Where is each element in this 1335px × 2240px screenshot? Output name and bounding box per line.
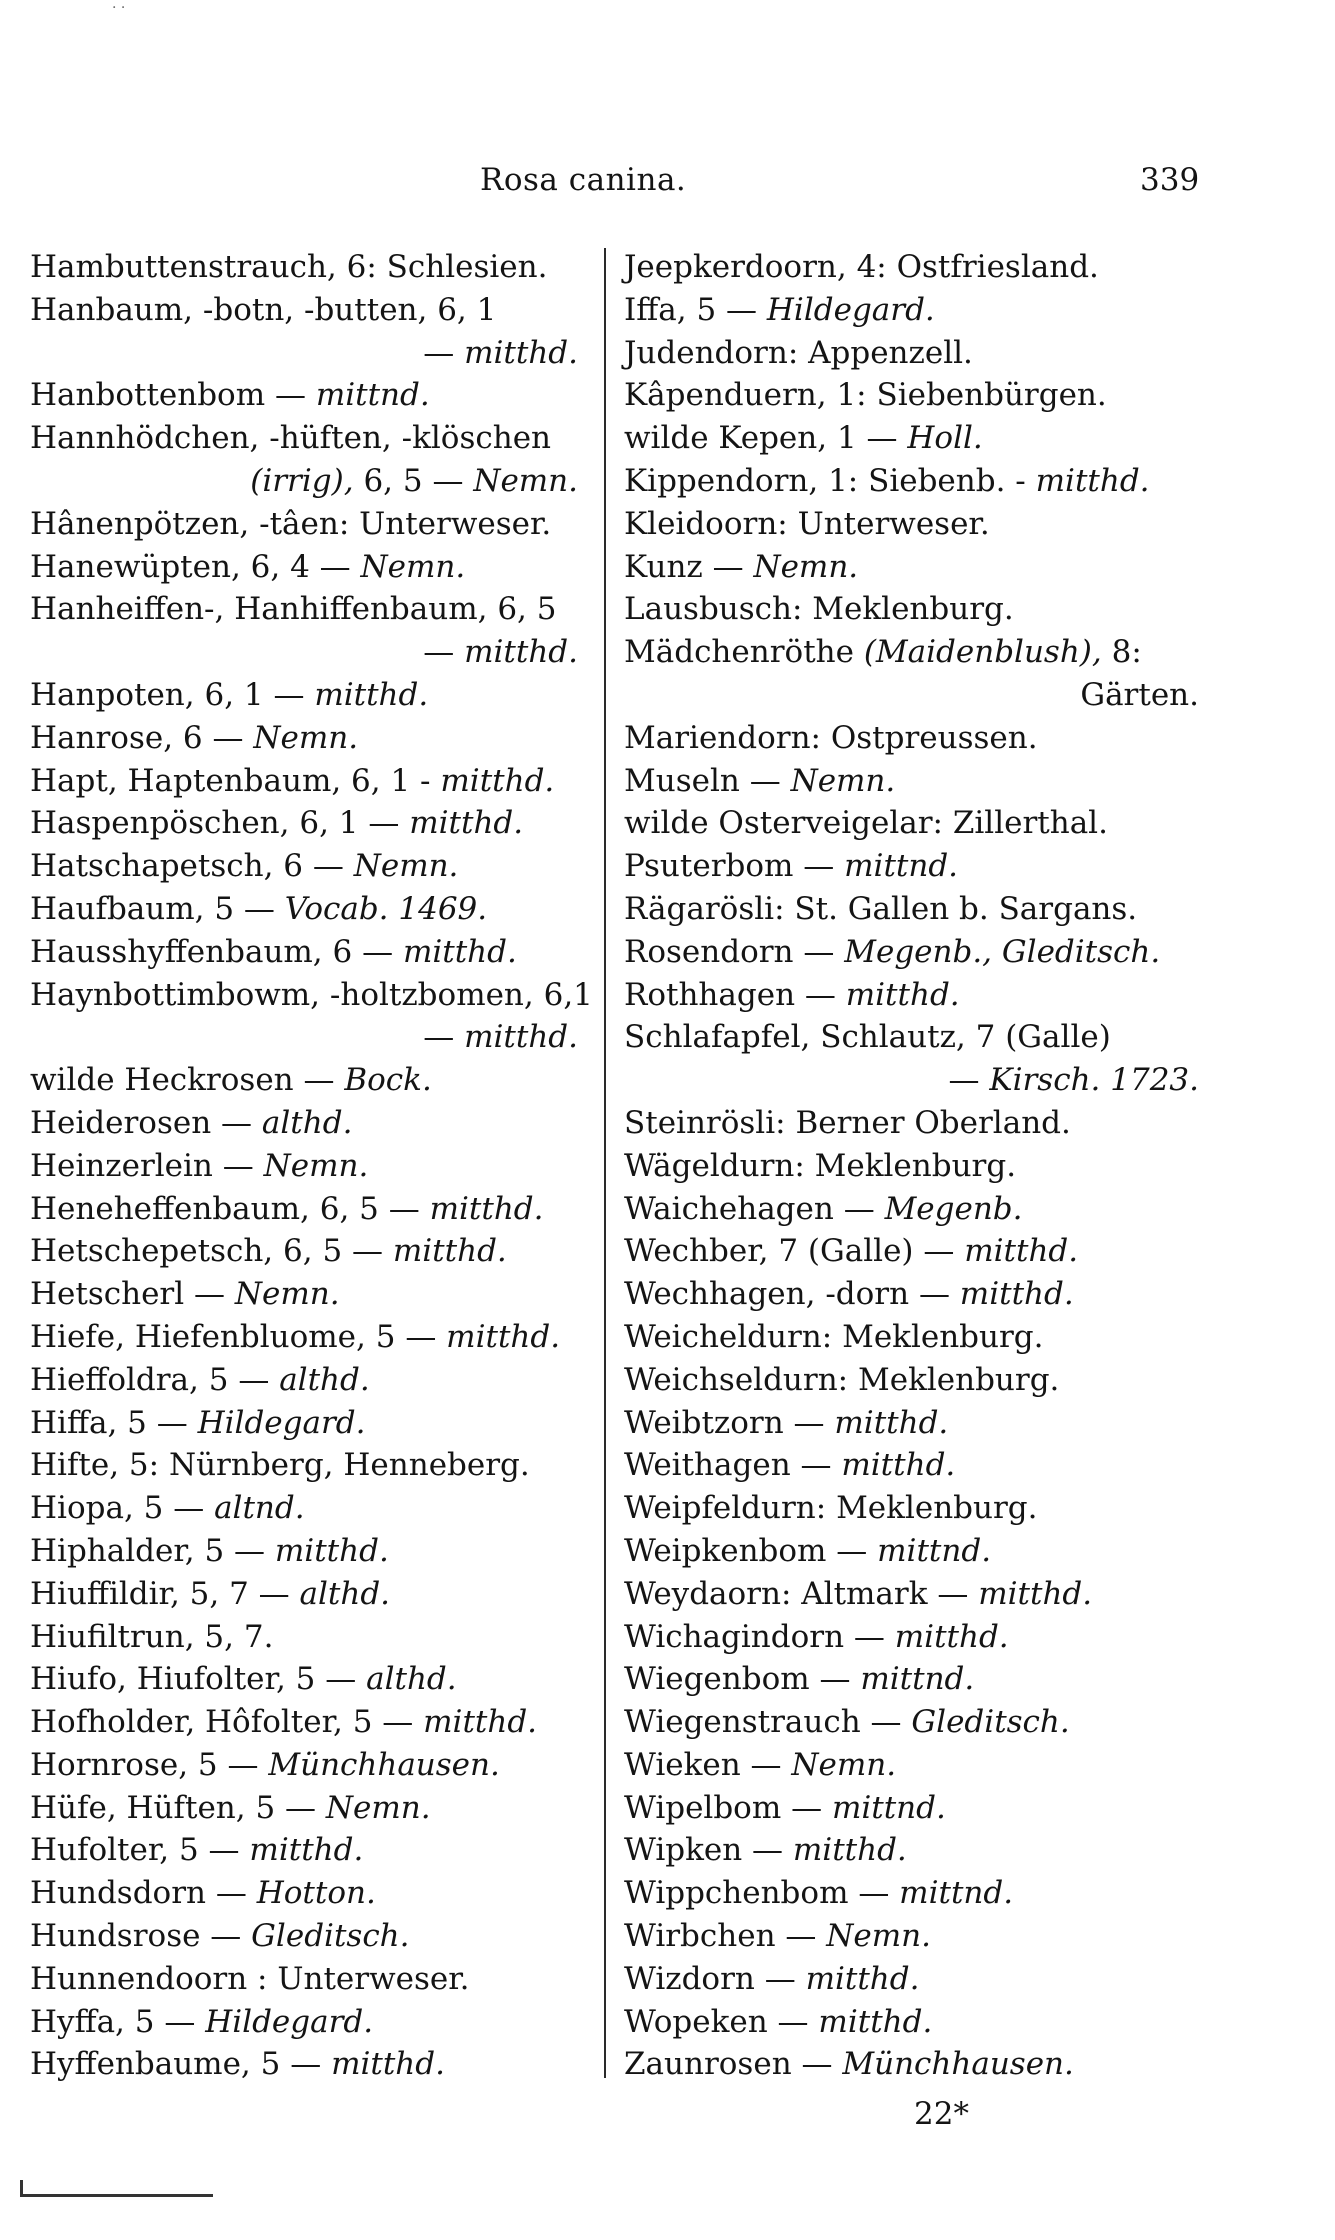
source-citation: Hildegard.: [197, 1404, 366, 1441]
source-citation: Megenb.,: [844, 933, 993, 970]
entry-text: Hanpoten, 6, 1 —: [30, 676, 315, 713]
entry-text: Heneheffenbaum, 6, 5 —: [30, 1190, 430, 1227]
entry-text: Schlafapfel, Schlautz, 7 (Galle): [624, 1019, 1111, 1056]
source-citation: mitthd.: [964, 1233, 1079, 1270]
entry-text: Hatschapetsch, 6 —: [30, 848, 354, 885]
entry-text: Wägeldurn: Meklenburg.: [624, 1147, 1017, 1184]
entry-text: Hanewüpten, 6, 4 —: [30, 548, 361, 585]
entry-text: wilde Heckrosen —: [30, 1062, 345, 1099]
entry-text: Hundsdorn —: [30, 1875, 257, 1912]
dictionary-line: [624, 1744, 1244, 1787]
entry-text: Hanheiffen-, Hanhiffenbaum, 6, 5: [30, 591, 557, 628]
entry-text: Hufolter, 5 —: [30, 1832, 250, 1869]
source-citation: mitthd.: [392, 1233, 507, 1270]
source-citation: mitthd.: [402, 933, 517, 970]
entry-text: Hofholder, Hôfolter, 5 —: [30, 1704, 424, 1741]
dictionary-line: [30, 1316, 610, 1359]
dictionary-line: [30, 1616, 610, 1659]
dictionary-line: [30, 1829, 610, 1872]
entry-text: wilde Osterveigelar: Zillerthal.: [624, 805, 1108, 842]
dictionary-line: [624, 1616, 1244, 1659]
dictionary-line: [30, 888, 610, 931]
dictionary-line: [30, 1573, 610, 1616]
ink-smudge-mark: · ·: [112, 0, 126, 16]
entry-text: Hiufiltrun, 5, 7.: [30, 1618, 274, 1655]
dictionary-line: [624, 1872, 1244, 1915]
entry-text: Hapt, Haptenbaum, 6, 1 -: [30, 762, 441, 799]
source-citation: mitthd.: [978, 1575, 1093, 1612]
entry-text: Kâpenduern, 1: Siebenbürgen.: [624, 377, 1107, 414]
source-citation: Gleditsch.: [1001, 933, 1161, 970]
dictionary-line: [30, 674, 610, 717]
dictionary-line: [624, 931, 1244, 974]
source-citation: (Maidenblush),: [863, 634, 1102, 671]
dictionary-line: [30, 1915, 610, 1958]
source-citation: Gleditsch.: [911, 1704, 1070, 1741]
entry-text: Hiuffildir, 5, 7 —: [30, 1575, 300, 1612]
dictionary-line: [624, 546, 1244, 589]
dictionary-line: [30, 1958, 610, 2001]
source-citation: mittnd.: [315, 377, 430, 414]
entry-text: Hyffa, 5 —: [30, 2003, 206, 2040]
running-header-title: Rosa canina.: [480, 162, 687, 198]
dictionary-line: [624, 1230, 1244, 1273]
dictionary-line: [30, 1359, 610, 1402]
source-citation: mittnd.: [860, 1661, 975, 1698]
entry-text: Weibtzorn —: [624, 1404, 835, 1441]
dictionary-line: [624, 1958, 1244, 2001]
entry-text: Jeepkerdoorn, 4: Ostfriesland.: [624, 249, 1099, 285]
source-citation: Nemn.: [791, 1746, 897, 1783]
source-citation: mitthd.: [249, 1832, 364, 1869]
dictionary-line: [30, 460, 578, 503]
entry-text: Wippchenbom —: [624, 1875, 900, 1912]
source-citation: mitthd.: [429, 1190, 544, 1227]
source-citation: mitthd.: [841, 1447, 956, 1484]
entry-text: Rothhagen —: [624, 976, 846, 1013]
dictionary-line: [624, 631, 1244, 674]
entry-text: Wechhagen, -dorn —: [624, 1276, 960, 1313]
dictionary-line: [30, 1273, 610, 1316]
dictionary-line: [30, 374, 610, 417]
entry-text: Weipfeldurn: Meklenburg.: [624, 1490, 1038, 1527]
entry-text: Heinzerlein —: [30, 1147, 264, 1184]
source-citation: mitthd.: [464, 334, 578, 371]
dictionary-line: [30, 289, 610, 332]
dictionary-line: [624, 289, 1244, 332]
entry-tail-text: 8:: [1101, 634, 1142, 671]
entry-text: Wizdorn —: [624, 1960, 806, 1997]
entry-text: Wirbchen —: [624, 1918, 827, 1955]
dictionary-line: [30, 1787, 610, 1830]
dictionary-line: [30, 1487, 610, 1530]
source-citation: mitthd.: [423, 1704, 538, 1741]
dictionary-line: [30, 503, 610, 546]
dictionary-line: [30, 417, 610, 460]
dictionary-line: [624, 1359, 1244, 1402]
dictionary-line: [30, 1059, 610, 1102]
entry-text: Kippendorn, 1: Siebenb. -: [624, 462, 1036, 499]
dictionary-line: [30, 1444, 610, 1487]
dictionary-line: [30, 931, 610, 974]
dictionary-line: [30, 2043, 610, 2086]
entry-text: Hiefe, Hiefenbluome, 5 —: [30, 1318, 447, 1355]
dictionary-line: [624, 1402, 1244, 1445]
source-citation: Hildegard.: [766, 291, 935, 328]
source-citation: mitthd.: [409, 805, 524, 842]
entry-text: Museln —: [624, 762, 791, 799]
source-citation: mitthd.: [464, 634, 578, 671]
source-citation: Nemn.: [473, 462, 578, 499]
dictionary-line: [624, 1188, 1244, 1231]
dictionary-line: [624, 1530, 1244, 1573]
entry-text: wilde Kepen, 1 —: [624, 420, 908, 457]
source-citation: mitthd.: [446, 1318, 561, 1355]
signature-mark: 22*: [914, 2096, 969, 2132]
entry-text: Kunz —: [624, 548, 754, 585]
source-citation: Nemn.: [234, 1276, 340, 1313]
dictionary-line: [30, 332, 578, 375]
dictionary-line: [624, 1829, 1244, 1872]
source-citation: Hildegard.: [205, 2003, 374, 2040]
right-column: [624, 246, 1244, 2086]
dictionary-line: [30, 717, 610, 760]
entry-text: Wieken —: [624, 1746, 792, 1783]
dictionary-line: [30, 546, 610, 589]
dictionary-line: [30, 1016, 578, 1059]
source-citation: Hotton.: [256, 1875, 376, 1912]
source-citation: mittnd.: [877, 1532, 992, 1569]
dictionary-line: [30, 974, 610, 1017]
source-citation: mitthd.: [792, 1832, 907, 1869]
source-citation: mittnd.: [899, 1875, 1014, 1912]
source-citation: Bock.: [344, 1062, 432, 1099]
entry-text: Hunnendoorn : Unterweser.: [30, 1960, 470, 1997]
source-citation: Nemn.: [790, 762, 896, 799]
source-citation: Nemn.: [263, 1147, 369, 1184]
source-citation: Kirsch. 1723.: [989, 1062, 1199, 1099]
dictionary-line: [30, 1530, 610, 1573]
dictionary-line: [624, 1102, 1244, 1145]
entry-text: Weicheldurn: Meklenburg.: [624, 1318, 1044, 1355]
entry-text: Weithagen —: [624, 1447, 842, 1484]
source-citation: (irrig),: [250, 462, 354, 499]
entry-text: Hânenpötzen, -tâen: Unterweser.: [30, 505, 552, 542]
entry-text: Hetscherl —: [30, 1276, 235, 1313]
entry-text: Kleidoorn: Unterweser.: [624, 505, 990, 542]
dictionary-line: [30, 1402, 610, 1445]
source-citation: althd.: [299, 1575, 391, 1612]
dictionary-line: [624, 1487, 1244, 1530]
dictionary-line: [624, 246, 1244, 289]
source-citation: althd.: [366, 1661, 457, 1698]
source-citation: mitthd.: [274, 1532, 389, 1569]
dictionary-line: [624, 1016, 1244, 1059]
dictionary-line: [30, 2001, 610, 2044]
entry-text: Mädchenröthe: [624, 634, 864, 671]
column-divider: [604, 248, 606, 2078]
source-citation: mittnd.: [844, 848, 959, 885]
dictionary-line: [624, 588, 1244, 631]
entry-text: —: [423, 1019, 465, 1056]
dictionary-line: [30, 631, 578, 674]
source-citation: Nemn.: [360, 548, 466, 585]
entry-text: Lausbusch: Meklenburg.: [624, 591, 1014, 628]
entry-text: Mariendorn: Ostpreussen.: [624, 719, 1038, 756]
source-citation: mitthd.: [1035, 462, 1150, 499]
dictionary-line: [624, 888, 1244, 931]
source-citation: mitthd.: [818, 2003, 933, 2040]
entry-text: Waichehagen —: [624, 1190, 885, 1227]
dictionary-line: [624, 1059, 1199, 1102]
entry-text: Hyffenbaume, 5 —: [30, 2046, 332, 2083]
source-citation: Nemn.: [253, 719, 359, 756]
dictionary-line: [624, 460, 1244, 503]
entry-text: Hifte, 5: Nürnberg, Henneberg.: [30, 1447, 530, 1484]
entry-text: Weipkenbom —: [624, 1532, 878, 1569]
dictionary-line: [30, 1658, 610, 1701]
dictionary-line: [624, 1787, 1244, 1830]
source-citation: Münchhausen.: [268, 1746, 500, 1783]
source-citation: mitthd.: [959, 1276, 1074, 1313]
source-citation: Nemn.: [353, 848, 459, 885]
entry-text: Gärten.: [1080, 676, 1199, 713]
source-citation: mitthd.: [440, 762, 555, 799]
dictionary-line: [30, 1188, 610, 1231]
source-citation: Holl.: [907, 420, 983, 457]
dictionary-line: [30, 246, 610, 289]
entry-text: Hundsrose —: [30, 1918, 252, 1955]
entry-tail-text: 6, 5 —: [353, 462, 474, 499]
dictionary-line: [30, 588, 610, 631]
dictionary-line: [624, 2043, 1244, 2086]
entry-text: Hetschepetsch, 6, 5 —: [30, 1233, 393, 1270]
source-citation: mitthd.: [331, 2046, 445, 2083]
source-citation: mitthd.: [805, 1960, 920, 1997]
entry-text: Wichagindorn —: [624, 1618, 895, 1655]
entry-text: Hanrose, 6 —: [30, 719, 254, 756]
dictionary-line: [624, 2001, 1244, 2044]
dictionary-line: [624, 802, 1244, 845]
source-citation: althd.: [279, 1361, 370, 1398]
dictionary-line: [624, 332, 1244, 375]
dictionary-line: [30, 1872, 610, 1915]
entry-text: Judendorn: Appenzell.: [624, 334, 973, 371]
source-citation: Nemn.: [753, 548, 859, 585]
dictionary-line: [624, 760, 1244, 803]
entry-text: Wechber, 7 (Galle) —: [624, 1233, 965, 1270]
entry-text: Wopeken —: [624, 2003, 819, 2040]
entry-text: Hüfe, Hüften, 5 —: [30, 1789, 326, 1826]
entry-text: —: [948, 1062, 990, 1099]
dictionary-line: [624, 1316, 1244, 1359]
source-citation: althd.: [261, 1104, 353, 1141]
corner-crop-mark: [20, 2180, 213, 2197]
dictionary-line: [624, 974, 1244, 1017]
entry-text: Hornrose, 5 —: [30, 1746, 269, 1783]
dictionary-line: [30, 760, 610, 803]
entry-text: Hiffa, 5 —: [30, 1404, 198, 1441]
dictionary-line: [624, 1444, 1244, 1487]
source-citation: Münchhausen.: [842, 2046, 1074, 2083]
left-column: [30, 246, 610, 2086]
entry-text: Wipelbom —: [624, 1789, 832, 1826]
source-citation: mittnd.: [831, 1789, 946, 1826]
dictionary-line: [30, 845, 610, 888]
entry-text: Rosendorn —: [624, 933, 845, 970]
dictionary-line: [30, 1744, 610, 1787]
dictionary-line: [30, 1102, 610, 1145]
dictionary-line: [624, 1915, 1244, 1958]
dictionary-line: [624, 1658, 1244, 1701]
entry-text: Hannhödchen, -hüften, -klöschen: [30, 420, 552, 457]
entry-text: Weydaorn: Altmark —: [624, 1575, 979, 1612]
entry-text: Hieffoldra, 5 —: [30, 1361, 280, 1398]
dictionary-line: [624, 1573, 1244, 1616]
source-citation: mitthd.: [845, 976, 960, 1013]
source-citation: Gleditsch.: [251, 1918, 410, 1955]
source-citation: Nemn.: [325, 1789, 431, 1826]
dictionary-line: [30, 1230, 610, 1273]
dictionary-line: [624, 717, 1244, 760]
dictionary-line: [30, 1701, 610, 1744]
dictionary-line: [624, 1145, 1244, 1188]
source-citation: mitthd.: [894, 1618, 1009, 1655]
entry-text: Haufbaum, 5 —: [30, 890, 285, 927]
entry-text: Zaunrosen —: [624, 2046, 843, 2083]
source-citation: Megenb.: [884, 1190, 1023, 1227]
dictionary-line: [624, 503, 1244, 546]
entry-text: Hiopa, 5 —: [30, 1490, 215, 1527]
entry-text: Hanbaum, -botn, -butten, 6, 1: [30, 291, 497, 328]
source-citation: Vocab. 1469.: [284, 890, 488, 927]
source-citation: Nemn.: [826, 1918, 931, 1955]
source-citation: mitthd.: [464, 1019, 578, 1056]
entry-text: Hiufo, Hiufolter, 5 —: [30, 1661, 367, 1698]
dictionary-line: [624, 1273, 1244, 1316]
entry-text: Heiderosen —: [30, 1104, 262, 1141]
entry-text: Wipken —: [624, 1832, 793, 1869]
entry-text: Rägarösli: St. Gallen b. Sargans.: [624, 890, 1138, 927]
entry-text: Hambuttenstrauch, 6: Schlesien.: [30, 249, 548, 285]
source-citation: mitthd.: [834, 1404, 949, 1441]
entry-tail-text: [992, 934, 1002, 970]
entry-text: Hausshyffenbaum, 6 —: [30, 933, 403, 970]
entry-text: Weichseldurn: Meklenburg.: [624, 1361, 1060, 1398]
entry-text: Iffa, 5 —: [624, 291, 767, 328]
source-citation: altnd.: [214, 1490, 305, 1527]
entry-text: —: [423, 634, 465, 671]
entry-text: Haspenpöschen, 6, 1 —: [30, 805, 410, 842]
entry-text: Wiegenstrauch —: [624, 1704, 912, 1741]
entry-text: Wiegenbom —: [624, 1661, 861, 1698]
entry-text: Hanbottenbom —: [30, 377, 316, 414]
source-citation: mitthd.: [314, 676, 429, 713]
dictionary-line: [624, 845, 1244, 888]
dictionary-line: [30, 1145, 610, 1188]
entry-text: Psuterbom —: [624, 848, 845, 885]
dictionary-line: [624, 417, 1244, 460]
dictionary-line: [624, 674, 1199, 717]
dictionary-line: [624, 374, 1244, 417]
entry-text: —: [423, 334, 465, 371]
dictionary-line: [30, 802, 610, 845]
entry-text: Haynbottimbowm, -holtzbomen, 6,1: [30, 976, 593, 1013]
page-number: 339: [1140, 162, 1200, 198]
dictionary-line: [624, 1701, 1244, 1744]
entry-text: Hiphalder, 5 —: [30, 1532, 275, 1569]
entry-text: Steinrösli: Berner Oberland.: [624, 1104, 1071, 1141]
